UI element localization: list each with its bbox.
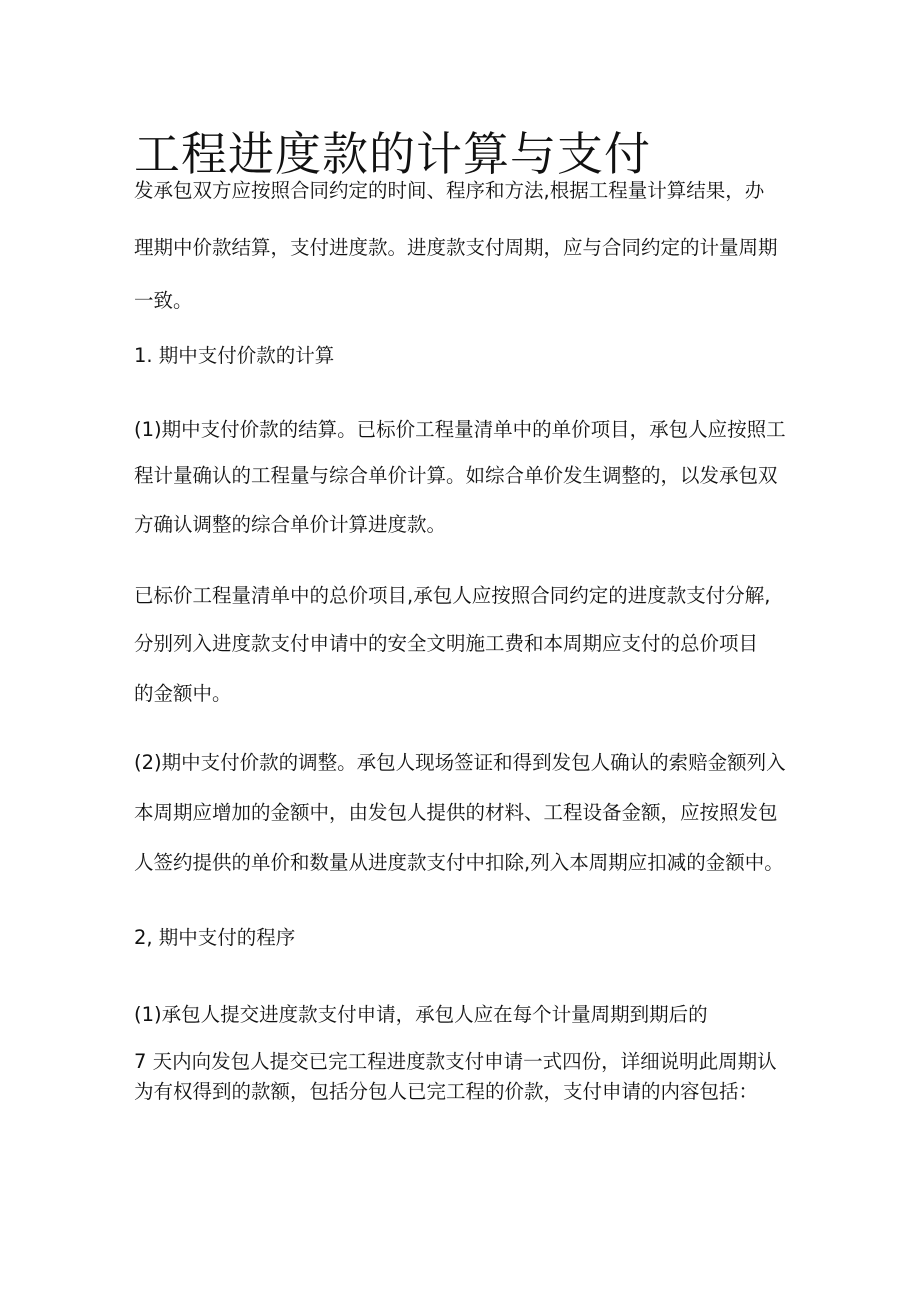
text-line: 为有权得到的款额，包括分包人已完工程的价款，支付申请的内容包括： bbox=[134, 1080, 759, 1103]
text-line: 7 天内向发包人提交已完工程进度款支付申请一式四份，详细说明此周期认 bbox=[134, 1050, 777, 1073]
document-title: 工程进度款的计算与支付 bbox=[134, 127, 651, 181]
text-line: (1)承包人提交进度款支付申请，承包人应在每个计量周期到期后的 bbox=[134, 1003, 708, 1026]
text-line: 程计量确认的工程量与综合单价计算。如综合单价发生调整的，以发承包双 bbox=[134, 464, 778, 487]
text-line: 人签约提供的单价和数量从进度款支付中扣除,列入本周期应扣减的金额中。 bbox=[134, 851, 784, 874]
section-heading: 1. 期中支付价款的计算 bbox=[134, 344, 335, 367]
text-line: 理期中价款结算，支付进度款。进度款支付周期，应与合同约定的计量周期 bbox=[134, 236, 778, 259]
text-line: 分别列入进度款支付申请中的安全文明施工费和本周期应支付的总价项目 bbox=[134, 632, 759, 655]
text-line: (2)期中支付价款的调整。承包人现场签证和得到发包人确认的索赔金额列入 bbox=[134, 751, 786, 774]
text-line: 已标价工程量清单中的总价项目,承包人应按照合同约定的进度款支付分解, bbox=[134, 584, 771, 607]
text-line: (1)期中支付价款的结算。已标价工程量清单中的单价项目，承包人应按照工 bbox=[134, 418, 786, 441]
text-line: 本周期应增加的金额中，由发包人提供的材料、工程设备金额，应按照发包 bbox=[134, 801, 778, 824]
text-line: 发承包双方应按照合同约定的时间、程序和方法,根据工程量计算结果，办 bbox=[134, 179, 765, 202]
text-line: 的金额中。 bbox=[134, 682, 232, 705]
text-line: 一致。 bbox=[134, 289, 193, 312]
text-line: 方确认调整的综合单价计算进度款。 bbox=[134, 513, 447, 536]
section-heading: 2, 期中支付的程序 bbox=[134, 926, 296, 949]
